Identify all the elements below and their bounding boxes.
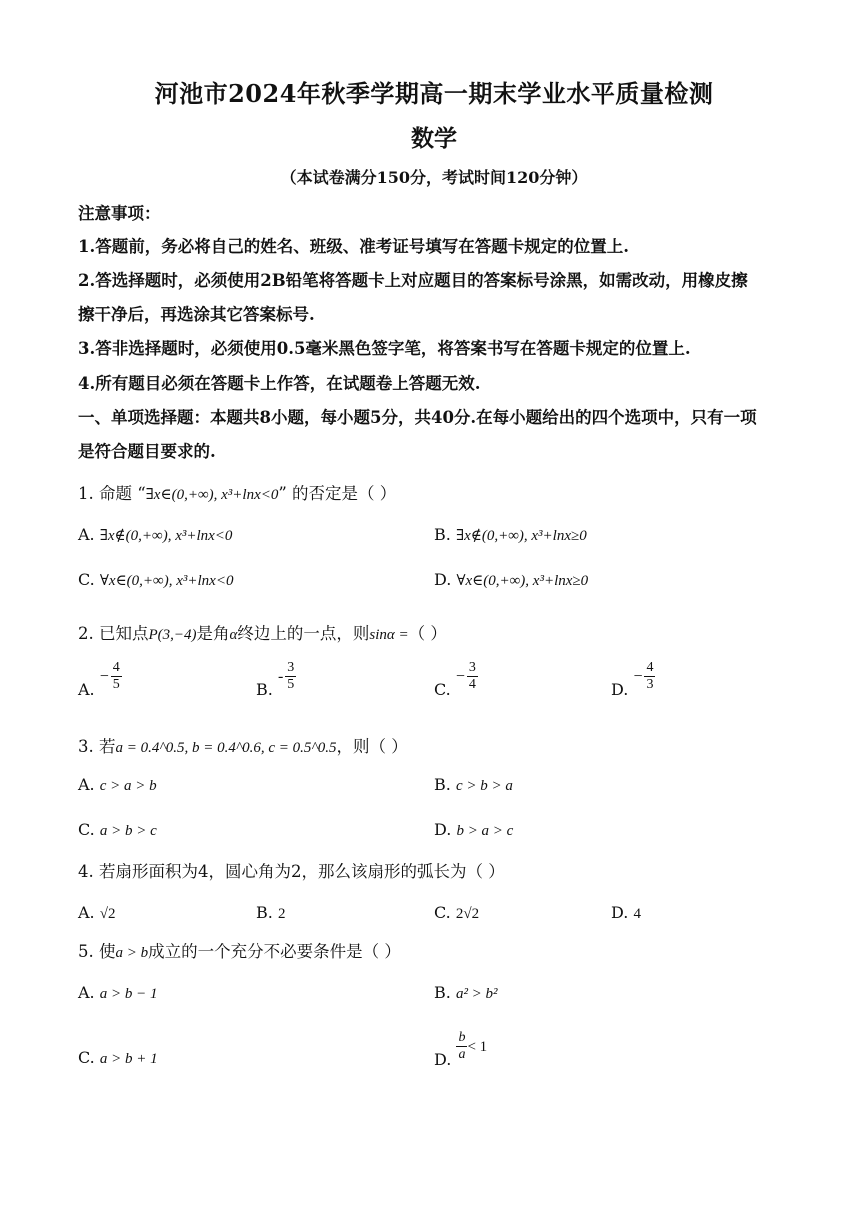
- q2-c-den: 4: [468, 677, 476, 692]
- q1-a-label: A.: [78, 525, 95, 544]
- q3-option-b: [434, 775, 513, 795]
- q1-b-label: B.: [434, 525, 451, 544]
- q1-math: ∃x∈(0,+∞), x³+lnx<0: [145, 487, 279, 503]
- q3-a-label: A.: [78, 775, 95, 794]
- q5-a-math: a > b − 1: [99, 986, 158, 1002]
- q3-d-label: D.: [434, 820, 452, 839]
- q1-d-label: D.: [434, 570, 452, 589]
- q2-d-den: 3: [646, 677, 654, 692]
- q4-d-label: D.: [611, 903, 629, 922]
- q5-c-label: C.: [78, 1048, 95, 1067]
- q3-b-label: B.: [434, 775, 451, 794]
- section-heading-line1: 一、单项选择题：本题共8小题，每小题5分，共40分.在每小题给出的四个选项中，只有一项: [78, 408, 757, 427]
- q2-b-label: B.: [256, 680, 273, 699]
- q5-d-tail: < 1: [467, 1039, 488, 1055]
- q2-d-fraction: [644, 660, 655, 693]
- q5-d-fraction: [456, 1030, 467, 1063]
- q2-mid2: 终边上的一点，则: [237, 624, 370, 643]
- q2-mid: 是角: [196, 624, 230, 643]
- q3-c-math: a > b > c: [99, 823, 157, 839]
- q5-option-a: [78, 983, 157, 1003]
- q4-d-math: 4: [633, 906, 641, 922]
- q4-b-math: 2: [277, 906, 286, 922]
- q1-c-math: ∀x∈(0,+∞), x³+lnx<0: [99, 573, 234, 589]
- q2-a-den: 5: [112, 677, 120, 692]
- q1-c-label: C.: [78, 570, 95, 589]
- q2-b-num: 3: [287, 660, 295, 675]
- instructions-heading: 注意事项：: [78, 204, 161, 223]
- q4-c-math: 2√2: [455, 906, 480, 922]
- q1-option-b: [434, 525, 587, 545]
- instruction-3: 3.答非选择题时，必须使用0.5毫米黑色签字笔，将答案书写在答题卡规定的位置上.: [78, 339, 691, 358]
- q4-option-d: [611, 903, 641, 923]
- q2-b-sign: -: [277, 667, 284, 685]
- q4-option-b: [256, 903, 285, 923]
- q2-b-fraction: [285, 660, 296, 693]
- q4-a-math: √2: [99, 906, 116, 922]
- q2-a-num: 4: [112, 660, 120, 675]
- q2-c-num: 3: [468, 660, 476, 675]
- q2-prefix: 2. 已知点: [78, 624, 149, 643]
- q1-a-math: ∃x∉(0,+∞), x³+lnx<0: [99, 528, 233, 544]
- exam-title: 河池市2024年秋季学期高一期末学业水平质量检测: [154, 79, 714, 108]
- question-5-stem: [78, 938, 401, 962]
- question-3-stem: [78, 733, 408, 757]
- q1-option-a: [78, 525, 232, 545]
- q3-suffix: ，则（ ）: [336, 737, 408, 756]
- q3-option-c: [78, 820, 157, 840]
- q5-d-num: b: [458, 1030, 466, 1045]
- question-4-stem: 4. 若扇形面积为4，圆心角为2，那么该扇形的弧长为（ ）: [78, 862, 505, 881]
- q2-option-b: [256, 660, 296, 699]
- q2-option-d: [611, 660, 655, 699]
- q2-d-label: D.: [611, 680, 629, 699]
- q5-d-den: a: [458, 1047, 466, 1062]
- instruction-2-cont: 擦干净后，再选涂其它答案标号.: [78, 305, 315, 324]
- q3-math: a = 0.4^0.5, b = 0.4^0.6, c = 0.5^0.5: [115, 740, 337, 756]
- exam-note: （本试卷满分150分，考试时间120分钟）: [280, 168, 588, 187]
- q5-b-math: a² > b²: [455, 986, 498, 1002]
- q1-option-c: [78, 570, 233, 590]
- q1-d-math: ∀x∈(0,+∞), x³+lnx≥0: [456, 573, 589, 589]
- q2-c-label: C.: [434, 680, 451, 699]
- q2-b-den: 5: [287, 677, 295, 692]
- q3-option-d: [434, 820, 513, 840]
- q4-option-c: [434, 903, 479, 923]
- q4-b-label: B.: [256, 903, 273, 922]
- q3-b-math: c > b > a: [455, 778, 513, 794]
- q2-c-fraction: [467, 660, 478, 693]
- q5-math: a > b: [115, 945, 149, 961]
- q3-d-math: b > a > c: [456, 823, 514, 839]
- q2-d-num: 4: [646, 660, 654, 675]
- q2-alpha: α: [229, 627, 238, 643]
- q5-c-math: a > b + 1: [99, 1051, 158, 1067]
- q2-option-c: [434, 660, 478, 699]
- q4-a-label: A.: [78, 903, 95, 922]
- instruction-4: 4.所有题目必须在答题卡上作答，在试题卷上答题无效.: [78, 374, 481, 393]
- q2-a-label: A.: [78, 680, 95, 699]
- section-heading-line2: 是符合题目要求的.: [78, 442, 216, 461]
- q5-a-label: A.: [78, 983, 95, 1002]
- q2-math-point: P(3,−4): [148, 627, 197, 643]
- instruction-2: 2.答选择题时，必须使用2B铅笔将答题卡上对应题目的答案标号涂黑，如需改动，用橡皮擦: [78, 271, 748, 290]
- q5-option-c: [78, 1048, 158, 1068]
- q5-suffix: 成立的一个充分不必要条件是（ ）: [148, 942, 401, 961]
- q3-c-label: C.: [78, 820, 95, 839]
- q2-math-sin: sinα =: [369, 627, 409, 643]
- q5-d-label: D.: [434, 1050, 452, 1069]
- q5-option-d: [434, 1030, 487, 1069]
- q1-b-math: ∃x∉(0,+∞), x³+lnx≥0: [455, 528, 587, 544]
- q3-prefix: 3. 若: [78, 737, 116, 756]
- question-1-stem: [78, 480, 396, 504]
- q2-c-sign: −: [455, 667, 465, 685]
- q2-option-a: [78, 660, 122, 699]
- q2-a-sign: −: [99, 667, 109, 685]
- q2-a-fraction: [111, 660, 122, 693]
- subject-title: 数学: [411, 125, 457, 152]
- q5-option-b: [434, 983, 498, 1003]
- q2-suffix: （ ）: [408, 624, 447, 643]
- q1-option-d: [434, 570, 588, 590]
- q4-c-label: C.: [434, 903, 451, 922]
- instruction-1: 1.答题前，务必将自己的姓名、班级、准考证号填写在答题卡规定的位置上.: [78, 237, 629, 256]
- q5-b-label: B.: [434, 983, 451, 1002]
- q3-a-math: c > a > b: [99, 778, 157, 794]
- q1-suffix: ” 的否定是（ ）: [278, 484, 397, 503]
- q1-prefix: 1. 命题 “: [78, 484, 146, 503]
- q2-d-sign: −: [633, 667, 643, 685]
- q5-prefix: 5. 使: [78, 942, 116, 961]
- question-2-stem: [78, 620, 447, 644]
- q3-option-a: [78, 775, 157, 795]
- q4-option-a: [78, 903, 115, 923]
